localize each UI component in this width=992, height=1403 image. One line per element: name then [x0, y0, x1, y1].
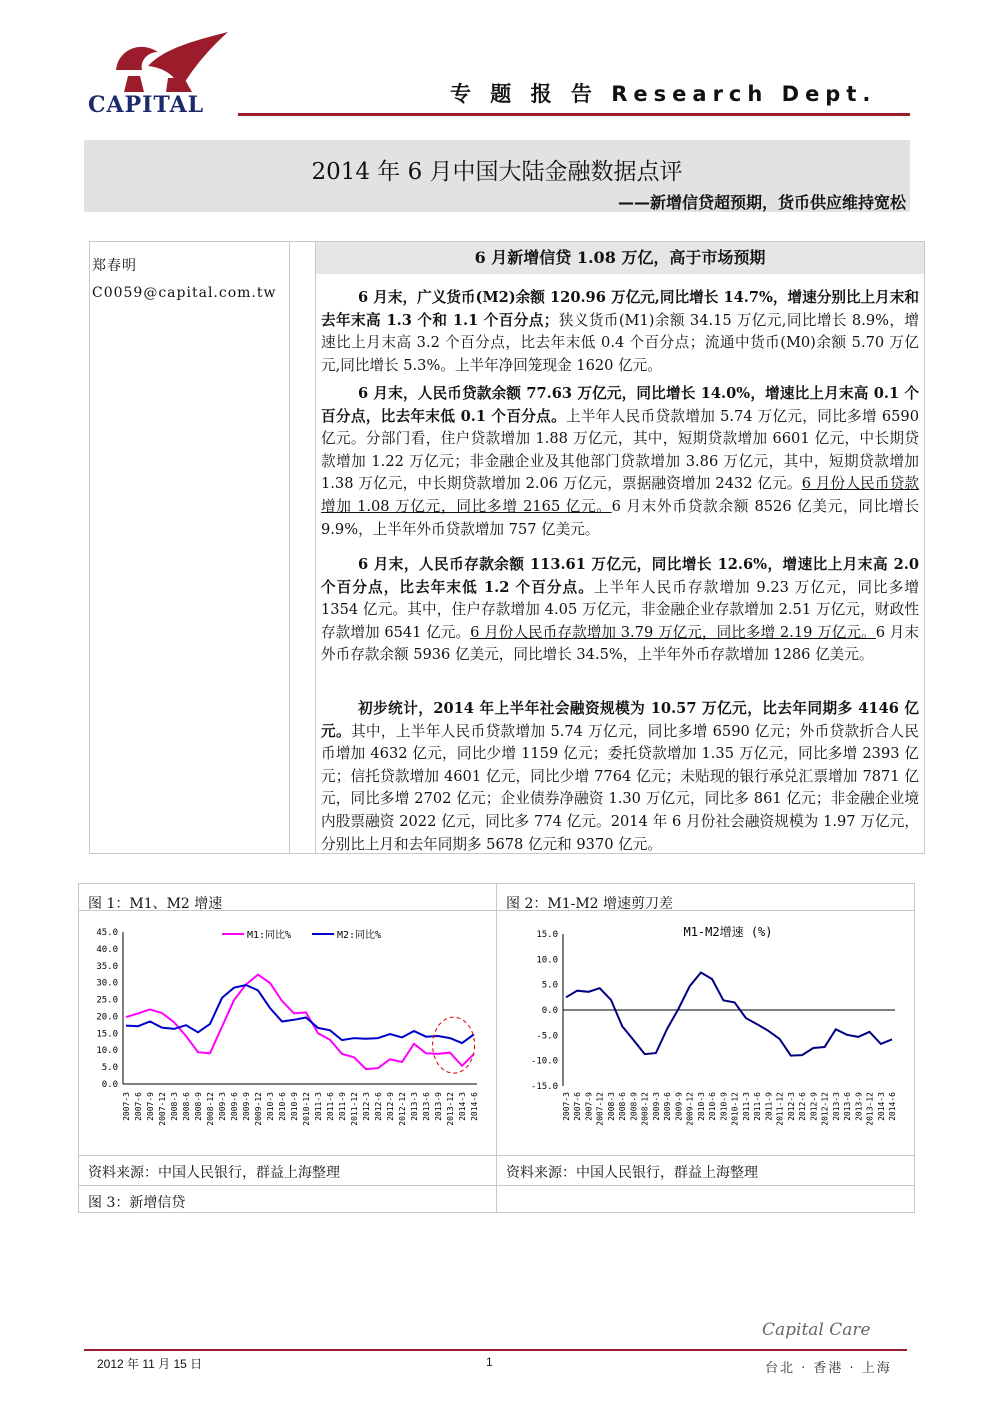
- x-tick-label: 2014-6: [470, 1092, 479, 1121]
- paragraph-social-financing: [321, 698, 919, 856]
- figure-divider: [496, 883, 497, 1213]
- paragraph-m2: [321, 287, 919, 377]
- y-tick-label: 40.0: [96, 944, 118, 955]
- footer-brand: Capital Care: [762, 1320, 871, 1340]
- y-tick-label: 45.0: [96, 928, 118, 938]
- x-tick-label: 2011-12: [775, 1092, 785, 1126]
- x-tick-label: 2013-6: [843, 1092, 853, 1121]
- figure-divider: [78, 1155, 915, 1156]
- y-tick-label: 15.0: [96, 1029, 118, 1040]
- x-tick-label: 2011-6: [326, 1092, 335, 1121]
- x-tick-label: 2009-6: [230, 1092, 239, 1121]
- figure-3-caption: 图 3：新增信贷: [88, 1195, 186, 1211]
- figure-1-source: 资料来源：中国人民银行，群益上海整理: [88, 1165, 340, 1181]
- y-tick-label: -5.0: [536, 1031, 558, 1042]
- x-tick-label: 2011-6: [753, 1092, 763, 1121]
- chart-m1-m2-gap: [500, 914, 910, 1154]
- x-tick-label: 2012-12: [398, 1092, 407, 1126]
- paragraph-underline: 6 月份人民币贷款增加 1.08 万亿元，同比多增 2165 亿元。: [321, 475, 919, 515]
- y-tick-label: 35.0: [96, 961, 118, 972]
- y-tick-label: 10.0: [536, 955, 558, 966]
- x-tick-label: 2012-6: [798, 1092, 808, 1121]
- chart-m1-m2: [82, 914, 492, 1154]
- legend-label: M1:同比%: [247, 930, 292, 941]
- paragraph-text: 6 月末外币贷款余额 8526 亿美元，同比增长 9.9%，上半年外币贷款增加 757 亿美元。: [321, 497, 919, 538]
- x-tick-label: 2007-9: [584, 1092, 594, 1121]
- x-tick-label: 2009-3: [218, 1092, 227, 1121]
- x-tick-label: 2009-6: [663, 1092, 673, 1121]
- figure-1-caption: 图 1：M1、M2 增速: [88, 896, 223, 912]
- x-tick-label: 2012-6: [374, 1092, 383, 1121]
- y-tick-label: 15.0: [536, 930, 558, 940]
- y-tick-label: 10.0: [96, 1046, 118, 1057]
- report-title: 2014 年 6 月中国大陆金融数据点评: [311, 159, 683, 185]
- paragraph-text: 上半年人民币存款增加 9.23 万亿元，同比多增 1354 亿元。其中，住户存款增加 4.05 万亿元，非金融企业存款增加 2.51 万亿元，财政性存款增加 6541 亿元。: [321, 578, 919, 641]
- series-line: [126, 975, 474, 1070]
- paragraph-underline: 6 月份人民币存款增加 3.79 万亿元，同比多增 2.19 万亿元。: [470, 623, 876, 641]
- x-tick-label: 2008-12: [206, 1092, 215, 1126]
- figure-2-caption: 图 2：M1-M2 增速剪刀差: [506, 896, 674, 912]
- x-tick-label: 2007-3: [122, 1092, 131, 1121]
- x-tick-label: 2013-12: [865, 1092, 875, 1126]
- header-title: 专 题 报 告 Research Dept.: [450, 82, 877, 106]
- x-tick-label: 2010-6: [708, 1092, 718, 1121]
- x-tick-label: 2013-3: [831, 1092, 841, 1121]
- paragraph-text: 上半年人民币贷款增加 5.74 万亿元，同比多增 6590 亿元。分部门看，住户贷款增加 1.88 万亿元，其中，短期贷款增加 6601 亿元，中长期贷款增加 1.22 万亿元；非金融企业及其他部门贷款增加 3.86 万亿元，其中，短期贷款增加 1.38 万亿元，中长期贷款增加 2.06 万亿元，票据融资增加 2432 亿元。: [321, 407, 919, 493]
- x-tick-label: 2012-9: [386, 1092, 395, 1121]
- x-tick-label: 2011-12: [350, 1092, 359, 1126]
- series-line: [566, 973, 892, 1056]
- x-tick-label: 2010-3: [266, 1092, 275, 1121]
- author-name: 郑春明: [92, 258, 137, 274]
- paragraph-text: 6 月末外币存款余额 5936 亿美元，同比增长 34.5%，上半年外币存款增加 1286 亿美元。: [321, 623, 919, 664]
- footer-date: 2012 年 11 月 15 日: [97, 1357, 203, 1371]
- x-tick-label: 2009-12: [254, 1092, 263, 1126]
- x-tick-label: 2008-9: [629, 1092, 639, 1121]
- x-tick-label: 2012-9: [809, 1092, 819, 1121]
- x-tick-label: 2010-9: [290, 1092, 299, 1121]
- section-heading: 6 月新增信贷 1.08 万亿，高于市场预期: [316, 242, 924, 274]
- column-divider: [315, 241, 316, 854]
- paragraph-loans: [321, 383, 919, 541]
- x-tick-label: 2014-3: [876, 1092, 886, 1121]
- x-tick-label: 2013-12: [446, 1092, 455, 1126]
- x-tick-label: 2011-3: [314, 1092, 323, 1121]
- x-tick-label: 2010-3: [696, 1092, 706, 1121]
- x-tick-label: 2013-3: [410, 1092, 419, 1121]
- series-line: [126, 985, 474, 1043]
- x-tick-label: 2011-9: [764, 1092, 774, 1121]
- paragraph-bold: 6 月末，人民币存款余额 113.61 万亿元，同比增长 12.6%，增速比上月末高 2.0 个百分点，比去年末低 1.2 个百分点。: [321, 556, 919, 596]
- y-tick-label: -10.0: [530, 1056, 558, 1067]
- x-tick-label: 2013-9: [434, 1092, 443, 1121]
- x-tick-label: 2014-3: [458, 1092, 467, 1121]
- footer-cities: 台北 · 香港 · 上海: [765, 1361, 892, 1376]
- x-tick-label: 2007-9: [146, 1092, 155, 1121]
- x-tick-label: 2009-9: [242, 1092, 251, 1121]
- column-divider: [289, 241, 290, 854]
- paragraph-bold: 6 月末，广义货币(M2)余额 120.96 万亿元,同比增长 14.7%，增速分别比上月末和去年末高 1.3 个和 1.1 个百分点；: [321, 289, 919, 329]
- x-tick-label: 2007-6: [573, 1092, 583, 1121]
- paragraph-deposits: [321, 554, 919, 667]
- header-rule: [238, 113, 910, 116]
- paragraph-text: 狭义货币(M1)余额 34.15 万亿元,同比增长 8.9%，增速比上月末高 3.2 个百分点，比去年末低 0.4 个百分点；流通中货币(M0)余额 5.70 万亿元,同比增长 5.3%。上半年净回笼现金 1620 亿元。: [321, 311, 919, 374]
- y-tick-label: 25.0: [96, 995, 118, 1006]
- x-tick-label: 2010-6: [278, 1092, 287, 1121]
- x-tick-label: 2010-12: [302, 1092, 311, 1126]
- x-tick-label: 2012-3: [362, 1092, 371, 1121]
- author-email: C0059@capital.com.tw: [92, 285, 277, 301]
- y-tick-label: 5.0: [541, 980, 558, 991]
- footer-rule: [84, 1349, 907, 1351]
- x-tick-label: 2008-12: [640, 1092, 650, 1126]
- y-tick-label: 0.0: [541, 1006, 558, 1016]
- logo-text: CAPITAL: [88, 92, 205, 118]
- x-tick-label: 2013-9: [854, 1092, 864, 1121]
- y-tick-label: 5.0: [101, 1063, 118, 1074]
- report-subtitle: ——新增信贷超预期，货币供应维持宽松: [617, 193, 906, 212]
- x-tick-label: 2008-6: [182, 1092, 191, 1121]
- figure-2-source: 资料来源：中国人民银行，群益上海整理: [506, 1165, 758, 1181]
- x-tick-label: 2008-3: [170, 1092, 179, 1121]
- legend-label: M2:同比%: [337, 930, 382, 941]
- x-tick-label: 2009-3: [651, 1092, 661, 1121]
- x-tick-label: 2009-12: [685, 1092, 695, 1126]
- x-tick-label: 2009-9: [674, 1092, 684, 1121]
- y-tick-label: 30.0: [96, 978, 118, 989]
- x-tick-label: 2007-6: [134, 1092, 143, 1121]
- x-tick-label: 2007-12: [595, 1092, 605, 1126]
- x-tick-label: 2008-9: [194, 1092, 203, 1121]
- x-tick-label: 2010-12: [730, 1092, 740, 1126]
- x-tick-label: 2014-6: [888, 1092, 897, 1121]
- x-tick-label: 2012-12: [820, 1092, 830, 1126]
- x-tick-label: 2007-3: [562, 1092, 571, 1121]
- x-tick-label: 2011-9: [338, 1092, 347, 1121]
- page-number: 1: [486, 1355, 493, 1369]
- y-tick-label: 0.0: [101, 1080, 118, 1090]
- y-tick-label: 20.0: [96, 1012, 118, 1023]
- chart-title: M1-M2增速 (%): [683, 925, 773, 939]
- x-tick-label: 2013-6: [422, 1092, 431, 1121]
- paragraph-text: 其中，上半年人民币贷款增加 5.74 万亿元，同比多增 6590 亿元；外币贷款折合人民币增加 4632 亿元，同比少增 1159 亿元；委托贷款增加 1.35 万亿元，同比多增 2393 亿元；信托贷款增加 4601 亿元，同比少增 7764 亿元；未贴现的银行承兑汇票增加 7871 亿元，同比多增 2702 亿元；企业债券净融资 1.30 万亿元，同比多 861 亿元；非金融企业境内股票融资 2022 亿元，同比多 774 亿元。2014 年 6 月份社会融资规模为 1.97 万亿元，分别比上月和去年同期多 5678 亿元和 9370 亿元。: [321, 722, 919, 853]
- figure-divider: [78, 1185, 915, 1186]
- x-tick-label: 2011-3: [741, 1092, 751, 1121]
- highlight-circle: [433, 1017, 475, 1073]
- x-tick-label: 2008-6: [618, 1092, 628, 1121]
- y-tick-label: -15.0: [530, 1082, 558, 1092]
- paragraph-bold: 初步统计，2014 年上半年社会融资规模为 10.57 万亿元，比去年同期多 4146 亿元。: [321, 700, 919, 740]
- x-tick-label: 2007-12: [158, 1092, 167, 1126]
- x-tick-label: 2010-9: [719, 1092, 729, 1121]
- x-tick-label: 2012-3: [786, 1092, 796, 1121]
- x-tick-label: 2008-3: [606, 1092, 616, 1121]
- paragraph-bold: 6 月末，人民币贷款余额 77.63 万亿元，同比增长 14.0%，增速比上月末高 0.1 个百分点，比去年末低 0.1 个百分点。: [321, 385, 919, 425]
